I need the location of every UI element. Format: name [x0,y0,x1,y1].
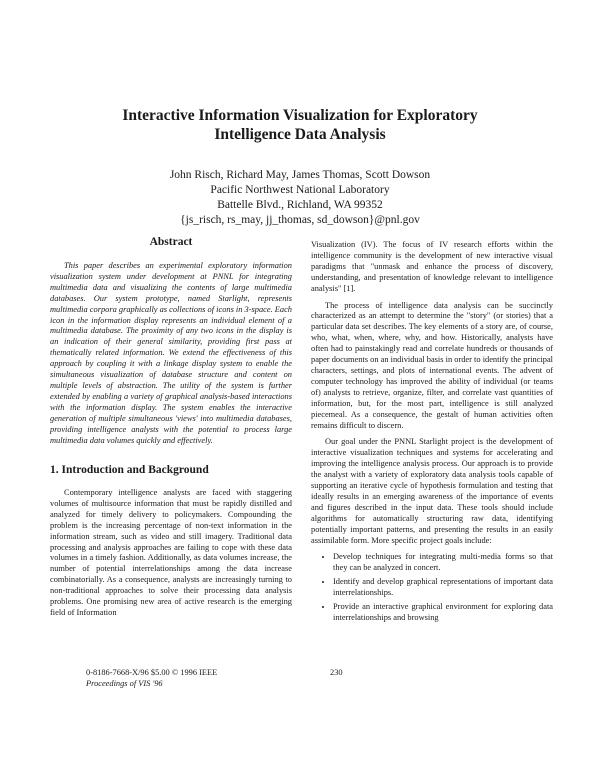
footer-isbn: 0-8186-7668-X/96 $5.00 © 1996 IEEE [86,668,218,677]
title-line-1: Interactive Information Visualization for Exploratory [122,107,478,124]
author-block [0,168,600,228]
author-affiliation: Pacific Northwest National Laboratory [210,184,390,196]
list-item: • Identify and develop graphical representations of important data interrelationships. [333,577,553,599]
paper-title [0,106,600,144]
list-item: • Provide an interactive graphical environment for exploring data interrelationships and browsing [333,602,553,624]
list-item: • Develop techniques for integrating multi-media forms so that they can be analyzed in concert. [333,552,553,574]
page-number: 230 [330,668,343,677]
author-names: John Risch, Richard May, James Thomas, Scott Dowson [169,169,431,181]
right-paragraph-2: The process of intelligence data analysis can be succinctly characterized as an attempt to determine the "story" (or stories) that a particular data set describes. The key elements of a story are, of course, who, what, when, where, why, and how. Historically, analysts have often had to painstakingly read and correlate hundreds or thousands of paper documents on an individual basis in order to identify the principal characters, settings, and plots of international events. The advent of computer technology has improved the ability of individual (or teams of) analysts to retrieve, organize, filter, and correlate vast quantities of information, but, for the most part, intelligence is still analyzed piecemeal. As a consequence, the gestalt of human activities often remains difficult to discern. [311,300,553,430]
right-paragraph-1: Visualization (IV). The focus of IV research efforts within the intelligence community is the development of new interactive visual paradigms that "unmask and enhance the process of discovery, understanding, and presentation of knowledge relevant to intelligence analysis" [1]. [311,240,553,293]
intro-paragraph: Contemporary intelligence analysts are faced with staggering volumes of multisource information that must be rapidly distilled and analyzed for timely delivery to policymakers. Compounding the problem is the increasing percentage of non-text information in the information stream, such as video and still imagery. Traditional data processing and analysis approaches are failing to cope with these data volumes in a timely fashion. Additionally, as data volumes increase, the number of potential interrelationships among the data increase combinatorially. As a consequence, analysts are increasingly turning to non-traditional approaches to solve their processing data analysis problems. One promising new area of active research is the emerging field of Information [50,488,292,617]
footer-proceedings: Proceedings of VIS '96 [86,679,163,688]
abstract-heading: Abstract [149,236,193,248]
author-address: Battelle Blvd., Richland, WA 99352 [217,199,383,211]
abstract-section [50,236,292,446]
project-goals-list [311,552,553,623]
right-column [311,240,553,627]
introduction-section [50,464,292,625]
section-heading: 1. Introduction and Background [50,464,209,476]
title-line-2: Intelligence Data Analysis [214,126,386,143]
right-paragraph-3: Our goal under the PNNL Starlight project is the development of interactive visualization techniques and systems for accelerating and improving the intelligence analysis process. Our approach is to provide the analyst with a variety of exploratory data analysis tools capable of supporting an iterative cycle of hypothesis formulation and testing that ideally results in an emerging awareness of the importance of events and figures described in the input data. These tools should include algorithms for automatically structuring raw data, identifying potentially important patterns, and presenting the results in an easily assimilable form. More specific project goals include: [311,437,553,545]
abstract-text: This paper describes an experimental exploratory information visualization system under development at PNNL for integrating multimedia data and visualizing the contents of large multimedia databases. Our system prototype, named Starlight, represents multimedia corpora graphically as collections of icons in 3-space. Each icon in the information display represents an individual element of a multimedia database. The proximity of any two icons in the display is an indication of their general similarity, providing first pass at thematically related information. We extend the effectiveness of this approach by coupling it with a linkage display system to enable the simultaneous visualization of database structure and content on multiple levels of abstraction. The utility of the system is further extended by enabling a variety of graphical analysis-based interactions with the information display. The system enables the interactive generation of multiple simultaneous 'views' into multimedia databases, providing intelligence analysts with the potential to process large multimedia data volumes quickly and effectively. [50,261,292,445]
author-emails: {js_risch, rs_may, jj_thomas, sd_dowson}@pnl.gov [180,214,420,226]
